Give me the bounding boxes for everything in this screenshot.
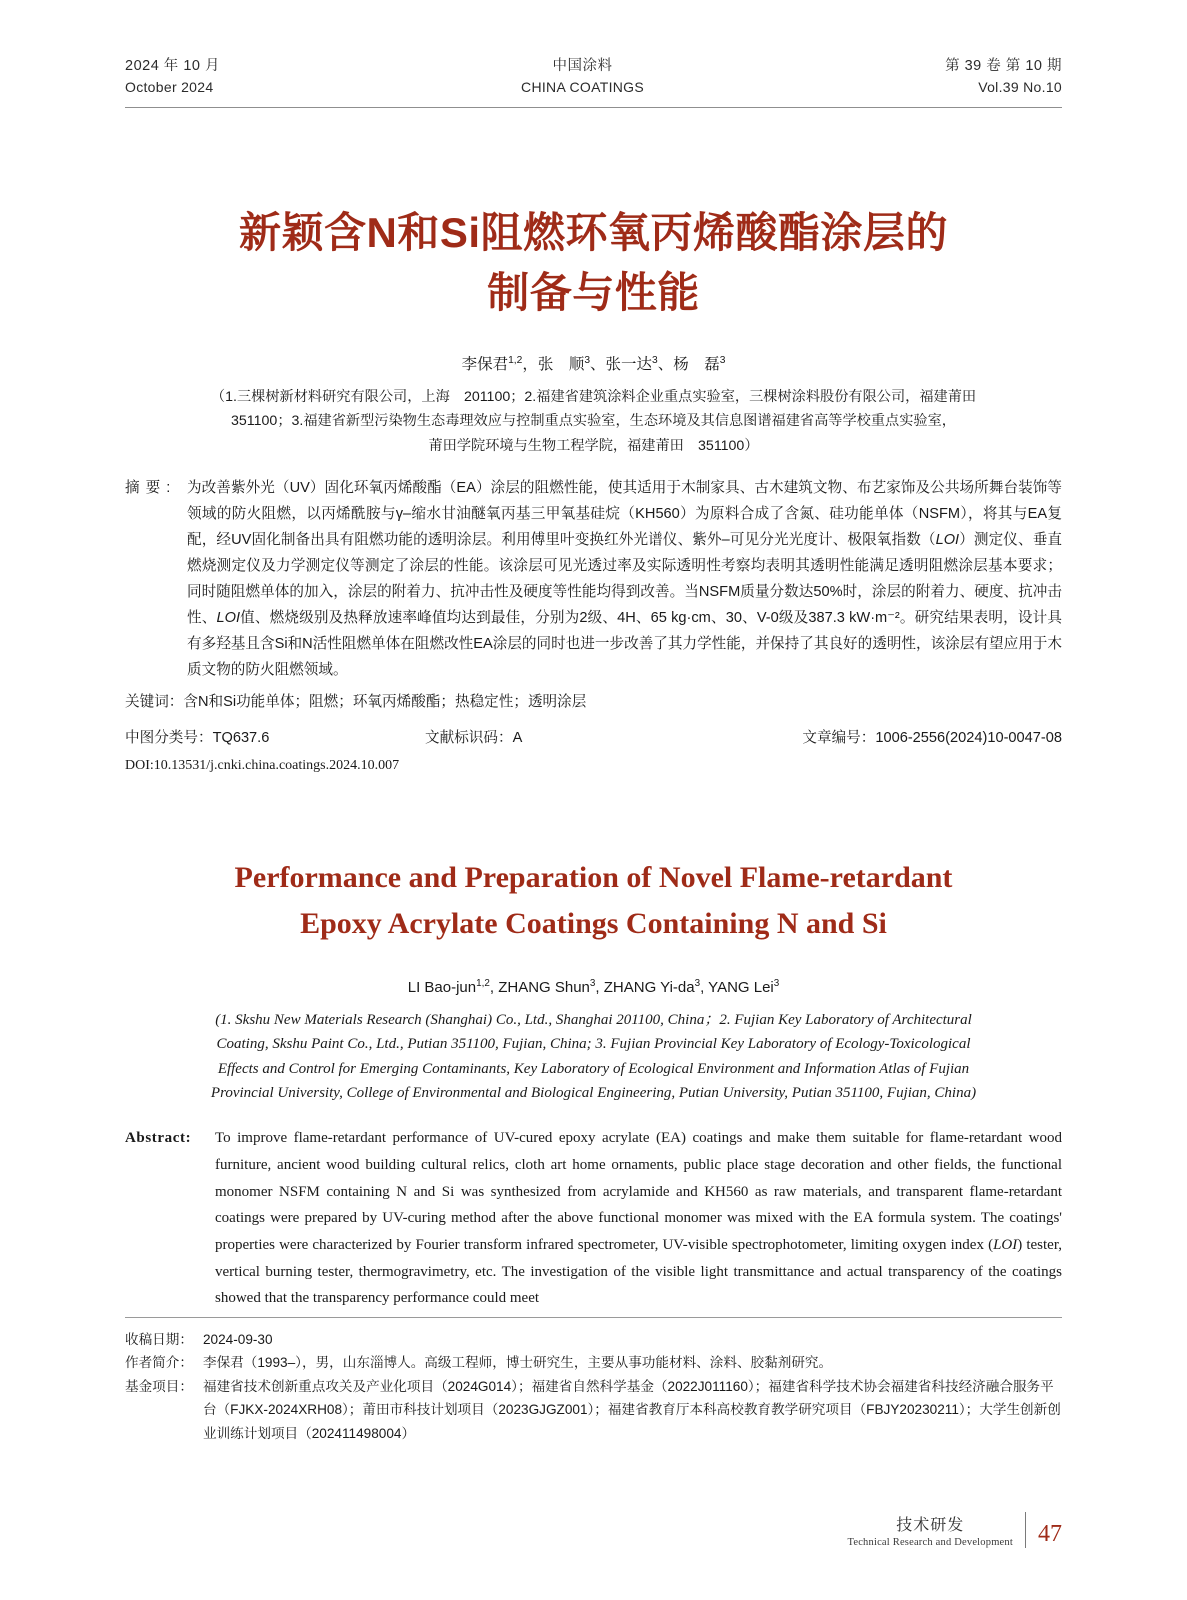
page-title-en-line1: Performance and Preparation of Novel Flame-retardant bbox=[234, 860, 953, 894]
affiliation-en-line: Provincial University, College of Environmental and Biological Engineering, Putian University, Putian 351100, Fujian, China) bbox=[210, 1085, 977, 1101]
running-head-volume-en: Vol.39 No.10 bbox=[978, 79, 1062, 96]
running-head bbox=[125, 0, 1062, 108]
affiliation-cn-line: 莆田学院环境与生物工程学院，福建莆田 351100） bbox=[428, 437, 759, 454]
footnote-text: 福建省技术创新重点攻关及产业化项目（2024G014）；福建省自然科学基金（2022J011160）；福建省科学技术协会福建省科技经济融合服务平台（FJKX-2024XRH08）；莆田市科技计划项目（2023GJGZ001）；福建省教育厅本科高校教育教学研究项目（FBJY20230211）；大学生创新创业训练计划项目（202411498004） bbox=[203, 1378, 1061, 1441]
footnote-text: 2024-09-30 bbox=[203, 1332, 273, 1347]
footnote-label: 收稿日期： bbox=[125, 1332, 193, 1347]
footnotes bbox=[125, 1317, 1062, 1445]
classification-row bbox=[125, 726, 1062, 751]
page-title-cn-line1: 新颖含N和Si阻燃环氧丙烯酸酯涂层的 bbox=[238, 209, 948, 257]
page-title-en bbox=[125, 855, 1062, 946]
page-footer bbox=[847, 1512, 1062, 1548]
affiliation-en-line: Coating, Skshu Paint Co., Ltd., Putian 351100, Fujian, China; 3. Fujian Provincial Key Laboratory of Ecology-Toxicological bbox=[216, 1036, 971, 1053]
footnote-funding bbox=[125, 1375, 1062, 1445]
clc-number: 中图分类号：TQ637.6 bbox=[125, 729, 270, 746]
running-head-journal-en: CHINA COATINGS bbox=[521, 79, 645, 96]
keywords-cn: 关键词：含N和Si功能单体；阻燃；环氧丙烯酸酯；热稳定性；透明涂层 bbox=[125, 693, 587, 710]
running-head-volume bbox=[945, 55, 1062, 99]
running-head-date-en: October 2024 bbox=[125, 79, 214, 96]
section-label-en: Technical Research and Development bbox=[847, 1537, 1013, 1548]
affiliation-cn-line: 351100；3.福建省新型污染物生态毒理效应与控制重点实验室，生态环境及其信息图谱福建省高等学校重点实验室， bbox=[231, 413, 956, 430]
page-title-cn-line2: 制备与性能 bbox=[487, 268, 700, 316]
authors-cn: 李保君$^{1,2}$，张 顺$^3$、张一达$^3$、杨 磊$^3$ bbox=[461, 355, 726, 374]
affiliation-en-line: Effects and Control for Emerging Contaminants, Key Laboratory of Ecological Environment and Information Atlas of Fujian bbox=[217, 1060, 970, 1077]
running-head-volume-cn: 第 39 卷 第 10 期 bbox=[945, 58, 1062, 74]
running-head-journal bbox=[220, 55, 945, 99]
affiliation-en bbox=[125, 1008, 1062, 1105]
footnote-text: 李保君（1993–），男，山东淄博人。高级工程师，博士研究生，主要从事功能材料、涂料、胶黏剂研究。 bbox=[203, 1355, 833, 1371]
footnote-label: 作者简介： bbox=[125, 1355, 193, 1371]
page-title-en-line2: Epoxy Acrylate Coatings Containing N and Si bbox=[300, 906, 887, 940]
affiliation-en-line: (1. Skshu New Materials Research (Shanghai) Co., Ltd., Shanghai 201100, China；2. Fujian Key Laboratory of Architectural bbox=[215, 1012, 972, 1029]
running-head-journal-cn: 中国涂料 bbox=[552, 58, 613, 74]
page-number: 47 bbox=[1038, 1521, 1062, 1547]
footnote-author-bio bbox=[125, 1351, 1062, 1374]
footnote-label: 基金项目： bbox=[125, 1378, 193, 1394]
abstract-cn-label: 摘要: bbox=[125, 480, 177, 497]
abstract-en-text: To improve flame-retardant performance of UV-cured epoxy acrylate (EA) coatings and make them suitable for flame-retardant wood furniture, ancient wood building cultural relics, cloth art home ornaments, public place stage decoration and other fields, the functional monomer NSFM containing N and Si was synthesized from acrylamide and KH560 as raw materials, and transparent flame-retardant coatings were prepared by UV-curing method after the above functional monomer was mixed with the EA formula system. The coatings' properties were characterized by Fourier transform infrared spectrometer, UV-visible spectrophotometer, limiting oxygen index (LOI) tester, vertical burning tester, thermogravimetry, etc. The investigation of the visible light transmittance and actual transparency of the coatings showed that the transparency performance could meet bbox=[215, 1130, 1062, 1307]
doi: DOI:10.13531/j.cnki.china.coatings.2024.10.007 bbox=[125, 757, 400, 773]
running-head-date-cn: 2024 年 10 月 bbox=[125, 58, 220, 74]
article-number: 文章编号：1006-2556(2024)10-0047-08 bbox=[802, 729, 1062, 746]
footnote-received-date bbox=[125, 1328, 1062, 1351]
abstract-cn bbox=[125, 476, 1062, 684]
abstract-en bbox=[125, 1125, 1062, 1312]
running-head-date bbox=[125, 55, 220, 99]
footnote-divider bbox=[125, 1317, 1062, 1318]
page-title-cn bbox=[125, 203, 1062, 322]
abstract-en-label: Abstract: bbox=[125, 1130, 192, 1147]
affiliation-cn bbox=[125, 385, 1062, 458]
authors-en: LI Bao-jun$^{1,2}$, ZHANG Shun$^3$, ZHANG $Yi-da^3$, YANG Lei$^3$ bbox=[407, 978, 780, 997]
section-label bbox=[847, 1512, 1026, 1548]
affiliation-cn-line: （1.三棵树新材料研究有限公司，上海 201100；2.福建省建筑涂料企业重点实验室，三棵树涂料股份有限公司，福建莆田 bbox=[210, 388, 977, 405]
document-code: 文献标识码：A bbox=[425, 729, 523, 746]
abstract-cn-text: 为改善紫外光（UV）固化环氧丙烯酸酯（EA）涂层的阻燃性能，使其适用于木制家具、古木建筑文物、布艺家饰及公共场所舞台装饰等领域的防火阻燃，以丙烯酰胺与γ–缩水甘油醚氧丙基三甲氧基硅烷（KH560）为原料合成了含氮、硅功能单体（NSFM），将其与EA复配，经UV固化制备出具有阻燃功能的透明涂层。利用傅里叶变换红外光谱仪、紫外–可见分光光度计、极限氧指数（LOI）测定仪、垂直燃烧测定仪及力学测定仪等测定了涂层的性能。该涂层可见光透过率及实际透明性考察均表明其透明性能满足透明阻燃涂层基本要求；同时随阻燃单体的加入，涂层的附着力、抗冲击性及硬度等性能均得到改善。当NSFM质量分数达50%时，涂层的附着力、硬度、抗冲击性、LOI值、燃烧级别及热释放速率峰值均达到最佳，分别为2级、4H、65 kg·cm、30、V-0级及387.3 kW·m⁻²。研究结果表明，设计具有多羟基且含Si和N活性阻燃单体在阻燃改性EA涂层的同时也进一步改善了其力学性能，并保持了其良好的透明性，该涂层有望应用于木质文物的防火阻燃领域。 bbox=[187, 480, 1062, 678]
section-label-cn: 技术研发 bbox=[896, 1517, 965, 1534]
